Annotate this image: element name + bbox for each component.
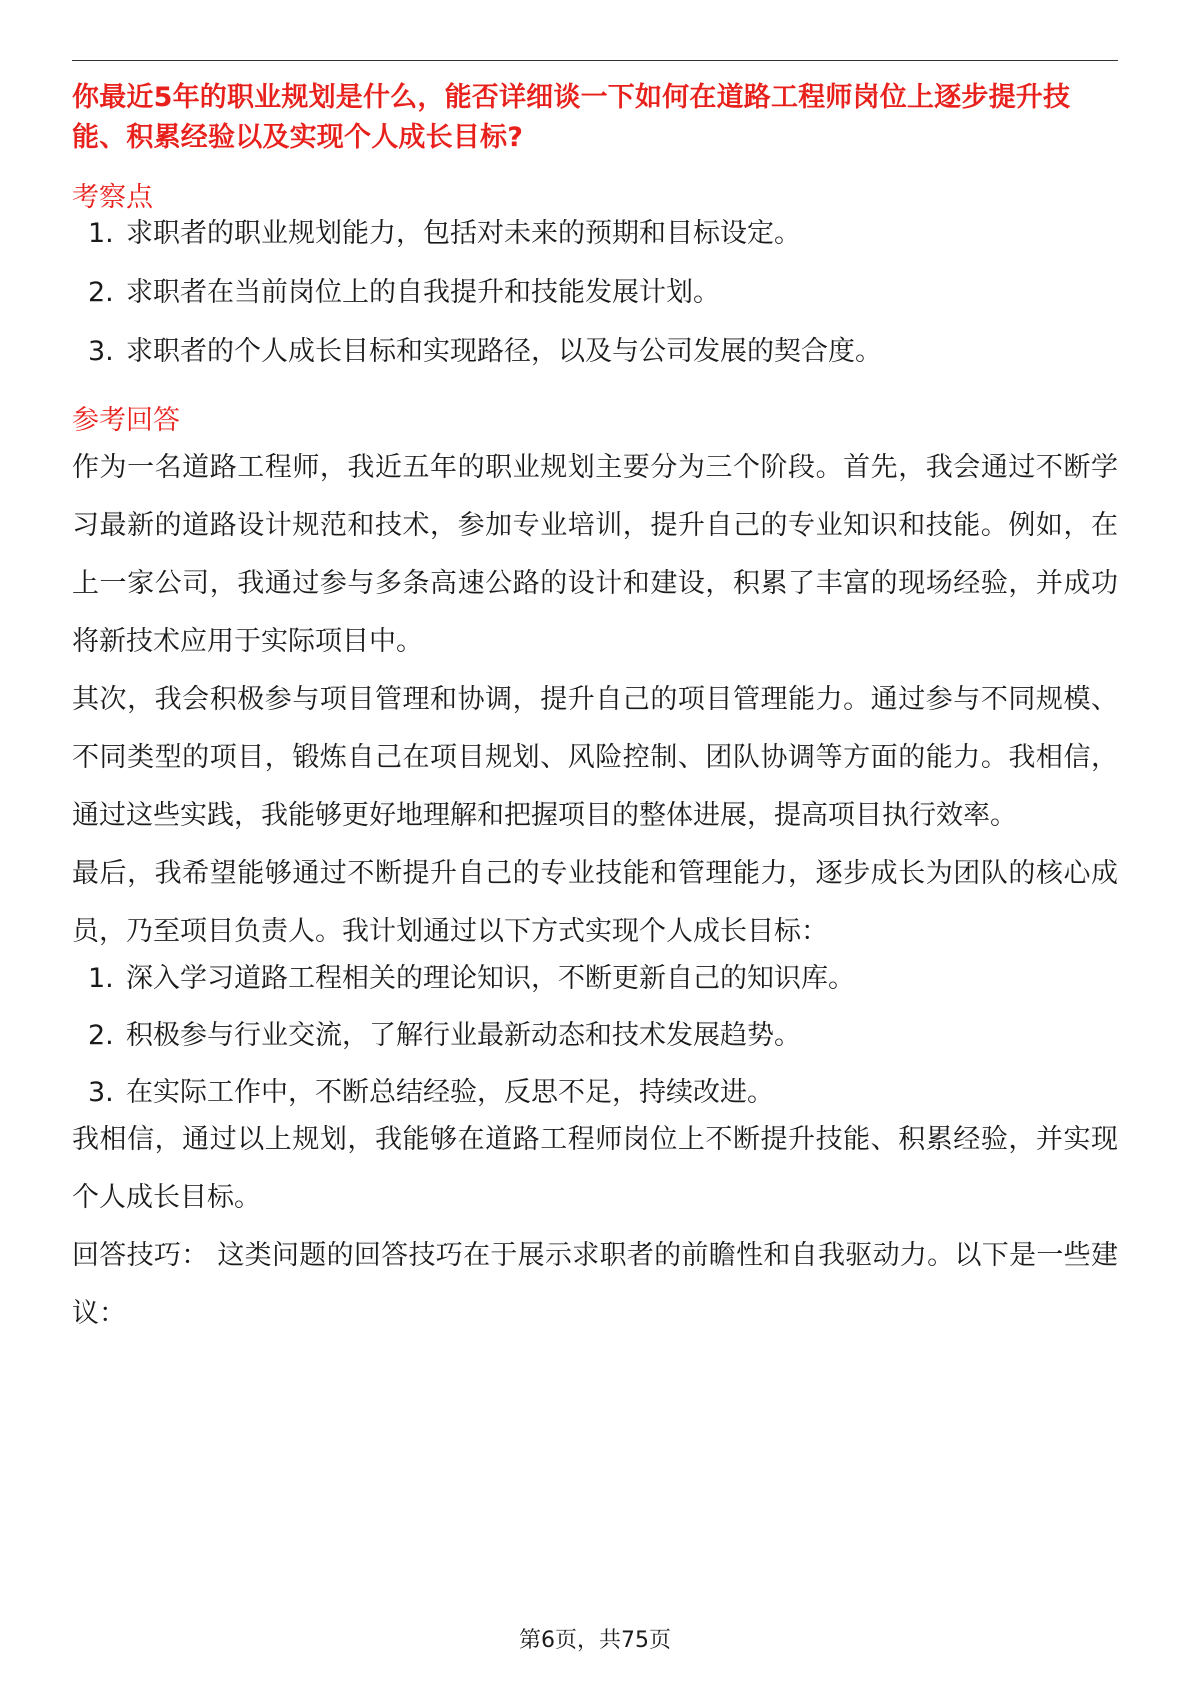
answer-paragraph-3: 最后，我希望能够通过不断提升自己的专业技能和管理能力，逐步成长为团队的核心成员，乃至项目负责人。我计划通过以下方式实现个人成长目标： <box>72 858 1118 947</box>
list-item: 3. 求职者的个人成长目标和实现路径，以及与公司发展的契合度。 <box>88 336 882 367</box>
answer-paragraph-1: 作为一名道路工程师，我近五年的职业规划主要分为三个阶段。首先，我会通过不断学习最新的道路设计规范和技术，参加专业培训，提升自己的专业知识和技能。例如，在上一家公司，我通过参与多条高速公路的设计和建设，积累了丰富的现场经验，并成功将新技术应用于实际项目中。 <box>72 452 1118 657</box>
answer-paragraph-4: 我相信，通过以上规划，我能够在道路工程师岗位上不断提升技能、积累经验，并实现个人成长目标。 <box>72 1124 1118 1213</box>
list-item: 2. 求职者在当前岗位上的自我提升和技能发展计划。 <box>88 277 720 308</box>
main-content <box>72 78 1118 1343</box>
list-item: 3. 在实际工作中，不断总结经验，反思不足，持续改进。 <box>88 1077 774 1108</box>
list-item: 2. 积极参与行业交流，了解行业最新动态和技术发展趋势。 <box>88 1020 801 1051</box>
focus-heading: 考察点 <box>72 182 153 213</box>
focus-list <box>72 216 1118 370</box>
top-divider <box>72 60 1118 61</box>
answer-tips-paragraph: 回答技巧： 这类问题的回答技巧在于展示求职者的前瞻性和自我驱动力。以下是一些建议： <box>72 1240 1118 1329</box>
growth-plan-list <box>72 961 1118 1111</box>
page-number-footer: 第6页，共75页 <box>519 1628 671 1653</box>
list-item: 1. 求职者的职业规划能力，包括对未来的预期和目标设定。 <box>88 218 801 249</box>
list-item: 1. 深入学习道路工程相关的理论知识，不断更新自己的知识库。 <box>88 963 855 994</box>
question-title: 你最近5年的职业规划是什么，能否详细谈一下如何在道路工程师岗位上逐步提升技能、积累经验以及实现个人成长目标? <box>72 82 1071 153</box>
answer-heading: 参考回答 <box>72 405 180 436</box>
answer-paragraph-2: 其次，我会积极参与项目管理和协调，提升自己的项目管理能力。通过参与不同规模、不同类型的项目，锻炼自己在项目规划、风险控制、团队协调等方面的能力。我相信，通过这些实践，我能够更好地理解和把握项目的整体进展，提高项目执行效率。 <box>72 684 1118 831</box>
